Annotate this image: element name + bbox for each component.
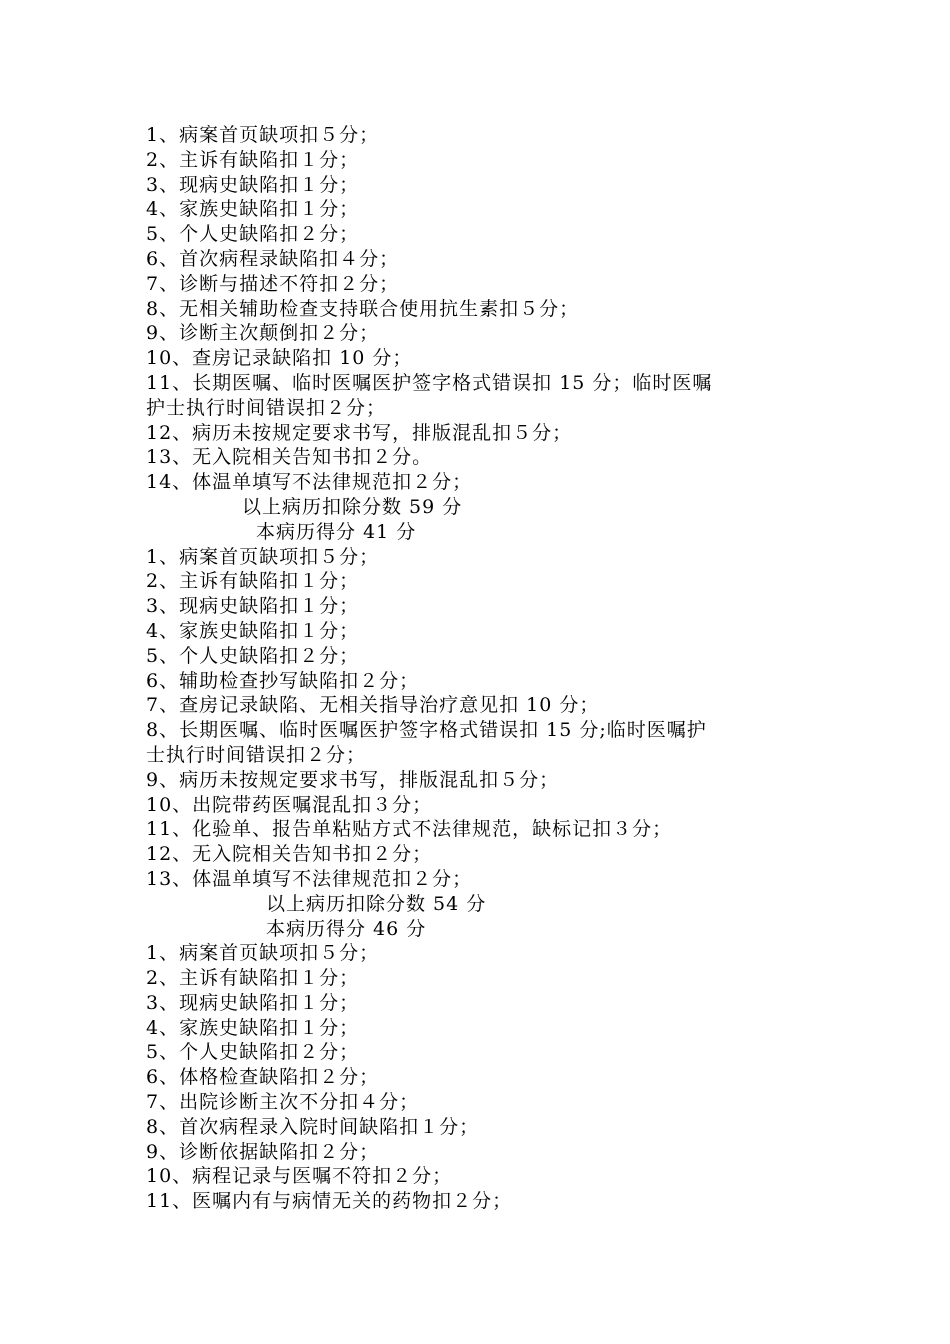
list-item: 2、主诉有缺陷扣１分； [146,570,360,593]
section-3 [146,941,826,1214]
list-item: 10、出院带药医嘱混乱扣３分； [146,793,433,816]
list-item: 1、病案首页缺项扣５分； [146,124,380,146]
list-item: 8、无相关辅助检查支持联合使用抗生素扣５分； [146,297,580,320]
list-item: 12、病历未按规定要求书写，排版混乱扣５分； [146,421,573,444]
list-item: 1、病案首页缺项扣５分； [146,545,380,568]
list-item: 12、无入院相关告知书扣２分； [146,843,433,866]
list-item: 7、出院诊断主次不分扣４分； [146,1091,420,1114]
list-item: 11、医嘱内有与病情无关的药物扣２分； [146,1190,513,1213]
list-item: 6、首次病程录缺陷扣４分； [146,247,400,270]
list-item: 10、病程记录与医嘱不符扣２分； [146,1165,453,1188]
list-item: 9、诊断主次颠倒扣２分； [146,322,380,345]
list-item: 7、查房记录缺陷、无相关指导治疗意见扣 10 分； [146,694,600,717]
list-item: 11、长期医嘱、临时医嘱医护签字格式错误扣 15 分；临时医嘱 [146,371,713,394]
list-item: 7、诊断与描述不符扣２分； [146,272,400,295]
list-item: 11、化验单、报告单粘贴方式不法律规范，缺标记扣３分； [146,818,673,841]
list-item: 5、个人史缺陷扣２分； [146,1041,360,1064]
list-item: 13、体温单填写不法律规范扣２分； [146,867,473,890]
list-item: 2、主诉有缺陷扣１分； [146,967,360,990]
list-item: 5、个人史缺陷扣２分； [146,644,360,667]
deduction-total: 以上病历扣除分数 59 分 [242,495,463,518]
list-item: 3、现病史缺陷扣１分； [146,991,360,1014]
list-item-continuation: 护士执行时间错误扣２分； [146,396,387,419]
list-item: 4、家族史缺陷扣１分； [146,1016,360,1039]
section-1 [146,123,826,545]
list-item-continuation: 士执行时间错误扣２分； [146,743,367,766]
list-item: 8、首次病程录入院时间缺陷扣１分； [146,1115,480,1138]
list-item: 9、病历未按规定要求书写，排版混乱扣５分； [146,768,560,791]
document-body [146,123,826,1214]
list-item: 3、现病史缺陷扣１分； [146,173,360,196]
list-item: 9、诊断依据缺陷扣２分； [146,1140,380,1163]
list-item: 6、体格检查缺陷扣２分； [146,1066,380,1089]
list-item: 2、主诉有缺陷扣１分； [146,148,360,171]
list-item: 8、长期医嘱、临时医嘱医护签字格式错误扣 15 分;临时医嘱护 [146,719,707,742]
list-item: 13、无入院相关告知书扣２分。 [146,446,433,469]
final-score: 本病历得分 46 分 [266,917,427,940]
list-item: 5、个人史缺陷扣２分； [146,223,360,246]
list-item: 4、家族史缺陷扣１分； [146,619,360,642]
list-item: 10、查房记录缺陷扣 10 分； [146,347,413,370]
section-2 [146,545,826,942]
deduction-total: 以上病历扣除分数 54 分 [266,892,487,915]
final-score: 本病历得分 41 分 [256,520,417,543]
list-item: 1、病案首页缺项扣５分； [146,942,380,965]
list-item: 4、家族史缺陷扣１分； [146,198,360,221]
list-item: 6、辅助检查抄写缺陷扣２分； [146,669,420,692]
list-item: 3、现病史缺陷扣１分； [146,595,360,618]
list-item: 14、体温单填写不法律规范扣２分； [146,471,473,494]
